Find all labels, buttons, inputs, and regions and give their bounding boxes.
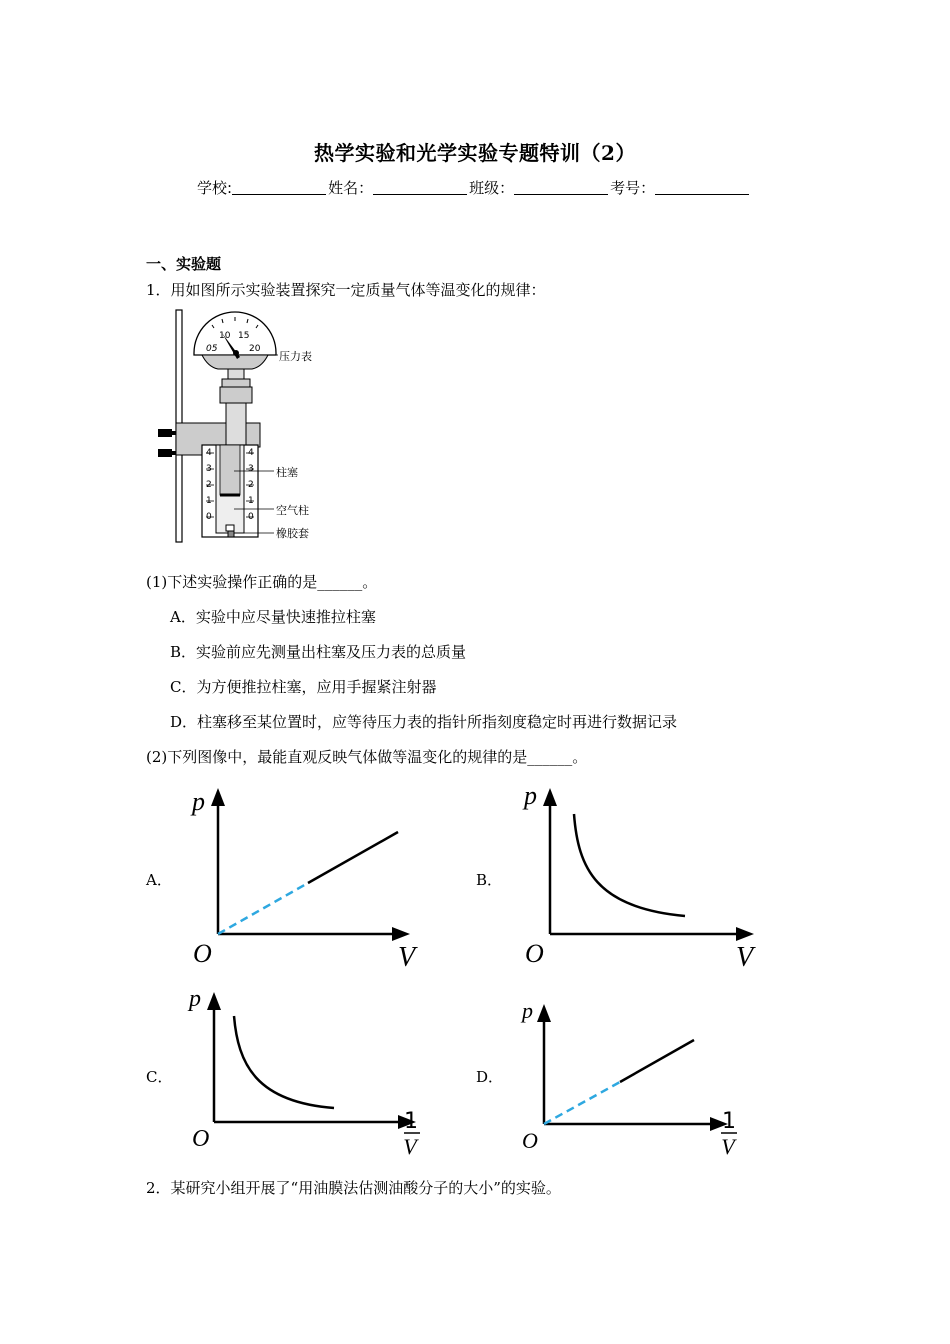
graph-c-xlabel-denominator: V [403, 1134, 417, 1159]
graph-b-curve [574, 814, 685, 916]
graph-b-ylabel: p [524, 781, 537, 810]
scale-left-2: 2 [206, 480, 212, 490]
section-title: 一、实验题 [146, 255, 222, 273]
class-blank[interactable] [514, 180, 608, 195]
page-title: 热学实验和光学实验专题特训（2） [314, 141, 636, 165]
graph-d [518, 996, 758, 1160]
graph-b [520, 778, 770, 972]
scale-left-1: 1 [206, 496, 212, 506]
question-1-stem: 1．用如图所示实验装置探究一定质量气体等温变化的规律： [146, 281, 546, 299]
question-1-part-1-stem: (1)下述实验操作正确的是______。 [146, 573, 378, 591]
graph-d-label[interactable]: D． [476, 1068, 504, 1086]
option-a[interactable]: A．实验中应尽量快速推拉柱塞 [170, 608, 376, 626]
graph-c-label[interactable]: C． [146, 1068, 173, 1086]
scale-right-4: 4 [248, 448, 254, 458]
clamp-knob-lower [158, 449, 172, 457]
graph-c [186, 984, 436, 1160]
scale-left-3: 3 [206, 464, 212, 474]
gauge-mark-10: 10 [219, 331, 231, 341]
graph-d-xlabel-numerator: 1 [722, 1109, 736, 1134]
scale-right-1: 1 [248, 496, 254, 506]
school-label: 学校: [197, 179, 233, 197]
graph-b-xlabel: V [736, 942, 754, 972]
graph-c-origin: O [192, 1126, 210, 1152]
school-blank[interactable] [232, 180, 326, 195]
question-1-part-2-stem: (2)下列图像中，最能直观反映气体做等温变化的规律的是______。 [146, 748, 588, 766]
plunger-label: 柱塞 [276, 466, 298, 479]
graph-a [186, 782, 426, 972]
option-c[interactable]: C．为方便推拉柱塞，应用手握紧注射器 [170, 678, 437, 696]
graph-d-line [620, 1040, 694, 1082]
gauge-label: 压力表 [279, 350, 312, 363]
student-info-line [197, 177, 751, 198]
option-d[interactable]: D．柱塞移至某位置时，应等待压力表的指针所指刻度稳定时再进行数据记录 [170, 713, 678, 731]
apparatus-figure [150, 305, 350, 545]
graph-d-dashed-segment [544, 1082, 620, 1124]
scale-left-0: 0 [206, 512, 212, 522]
graph-d-origin: O [522, 1128, 538, 1153]
exam-no-label: 考号： [610, 179, 656, 197]
exam-no-blank[interactable] [655, 180, 749, 195]
question-2-stem: 2．某研究小组开展了“用油膜法估测油酸分子的大小”的实验。 [146, 1179, 561, 1197]
graph-c-xlabel-numerator: 1 [404, 1109, 418, 1134]
rubber-cap-label: 橡胶套 [276, 527, 309, 540]
scale-right-3: 3 [248, 464, 254, 474]
graph-c-ylabel: p [189, 986, 201, 1012]
graph-d-xlabel-denominator: V [721, 1134, 735, 1159]
graph-c-curve [234, 1016, 334, 1108]
name-label: 姓名： [328, 179, 374, 197]
scale-right-2: 2 [248, 480, 254, 490]
gauge-mark-05: 05 [206, 344, 218, 354]
class-label: 班级： [469, 179, 515, 197]
pressure-gauge [194, 312, 276, 387]
graph-a-origin: O [193, 939, 212, 968]
clamp-knob-upper [158, 429, 172, 437]
scale-left-4: 4 [206, 448, 212, 458]
graph-a-label[interactable]: A． [146, 871, 172, 889]
gauge-mark-15: 15 [238, 331, 250, 341]
graph-b-origin: O [525, 939, 544, 968]
name-blank[interactable] [373, 180, 467, 195]
graph-d-ylabel: p [522, 998, 533, 1023]
graph-a-ylabel: p [192, 787, 205, 816]
graph-b-label[interactable]: B． [476, 871, 503, 889]
scale-right-0: 0 [248, 512, 254, 522]
graph-a-line [308, 832, 398, 883]
option-b[interactable]: B．实验前应先测量出柱塞及压力表的总质量 [170, 643, 467, 661]
graph-a-dashed-segment [218, 883, 308, 934]
air-column-label: 空气柱 [276, 504, 309, 517]
gauge-mark-20: 20 [249, 344, 261, 354]
rubber-cap [228, 531, 234, 537]
graph-a-xlabel: V [398, 942, 416, 972]
